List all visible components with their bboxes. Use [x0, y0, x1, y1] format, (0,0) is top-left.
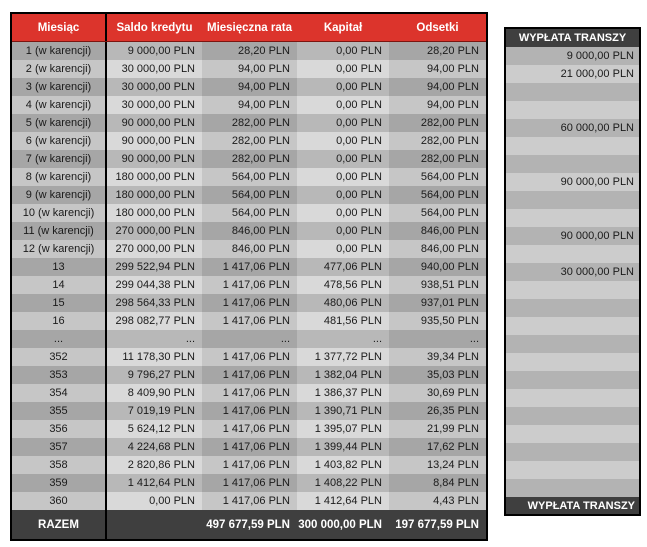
table-row [12, 438, 486, 456]
kapital-cell: 478,56 PLN [297, 276, 389, 294]
odsetki-cell: 282,00 PLN [389, 150, 486, 168]
total-saldo-cell [107, 510, 202, 539]
kapital-cell: 1 408,22 PLN [297, 474, 389, 492]
kapital-cell: 1 395,07 PLN [297, 420, 389, 438]
rata-cell: 28,20 PLN [202, 42, 297, 60]
odsetki-cell: 39,34 PLN [389, 348, 486, 366]
column-header-saldo: Saldo kredytu [116, 21, 193, 34]
odsetki-cell: 282,00 PLN [389, 132, 486, 150]
rata-cell: 564,00 PLN [202, 186, 297, 204]
saldo-cell: 30 000,00 PLN [107, 96, 202, 114]
month-cell: 12 (w karencji) [12, 240, 107, 258]
month-cell: 2 (w karencji) [12, 60, 107, 78]
month-cell: 6 (w karencji) [12, 132, 107, 150]
month-cell: 357 [12, 438, 107, 456]
kapital-cell: 1 386,37 PLN [297, 384, 389, 402]
saldo-cell: 270 000,00 PLN [107, 240, 202, 258]
table-row [12, 168, 486, 186]
month-cell: 5 (w karencji) [12, 114, 107, 132]
tranche-row [506, 299, 639, 317]
table-row [12, 114, 486, 132]
kapital-cell: 477,06 PLN [297, 258, 389, 276]
month-cell: 15 [12, 294, 107, 312]
tranche-row: 90 000,00 PLN [506, 173, 639, 191]
column-header-rata: Miesięczna rata [206, 21, 292, 34]
tranche-row: 30 000,00 PLN [506, 263, 639, 281]
tranche-row [506, 245, 639, 263]
odsetki-cell: 94,00 PLN [389, 78, 486, 96]
table-row [12, 294, 486, 312]
table-row [12, 186, 486, 204]
rata-cell: 846,00 PLN [202, 240, 297, 258]
saldo-cell: 30 000,00 PLN [107, 78, 202, 96]
kapital-cell: 0,00 PLN [297, 42, 389, 60]
month-cell: 360 [12, 492, 107, 510]
saldo-cell: 11 178,30 PLN [107, 348, 202, 366]
table-row [12, 312, 486, 330]
rata-cell: 564,00 PLN [202, 168, 297, 186]
odsetki-cell: 17,62 PLN [389, 438, 486, 456]
table-row [12, 330, 486, 348]
odsetki-cell: 4,43 PLN [389, 492, 486, 510]
saldo-cell: 299 044,38 PLN [107, 276, 202, 294]
saldo-cell: 90 000,00 PLN [107, 132, 202, 150]
odsetki-cell: 564,00 PLN [389, 168, 486, 186]
odsetki-cell: 94,00 PLN [389, 96, 486, 114]
saldo-cell: 8 409,90 PLN [107, 384, 202, 402]
tranche-row [506, 335, 639, 353]
rata-cell: 1 417,06 PLN [202, 258, 297, 276]
total-odsetki-cell: 197 677,59 PLN [389, 510, 486, 539]
odsetki-cell: 35,03 PLN [389, 366, 486, 384]
month-cell: 9 (w karencji) [12, 186, 107, 204]
saldo-cell: 5 624,12 PLN [107, 420, 202, 438]
saldo-cell: 2 820,86 PLN [107, 456, 202, 474]
odsetki-cell: 30,69 PLN [389, 384, 486, 402]
tranche-row [506, 281, 639, 299]
saldo-cell: 299 522,94 PLN [107, 258, 202, 276]
kapital-cell: 0,00 PLN [297, 222, 389, 240]
table-body [12, 42, 486, 510]
odsetki-cell: 846,00 PLN [389, 222, 486, 240]
column-header-odsetki: Odsetki [416, 21, 459, 34]
tranche-row [506, 191, 639, 209]
tranche-row [506, 407, 639, 425]
rata-cell: 1 417,06 PLN [202, 348, 297, 366]
month-cell: 352 [12, 348, 107, 366]
tranche-panel [504, 27, 641, 516]
tranche-row: 21 000,00 PLN [506, 65, 639, 83]
month-cell: 356 [12, 420, 107, 438]
table-row [12, 492, 486, 510]
month-cell: 359 [12, 474, 107, 492]
kapital-cell: 0,00 PLN [297, 78, 389, 96]
kapital-cell: 0,00 PLN [297, 204, 389, 222]
table-row [12, 276, 486, 294]
rata-cell: 282,00 PLN [202, 150, 297, 168]
month-cell: 10 (w karencji) [12, 204, 107, 222]
loan-schedule-table [10, 12, 488, 541]
odsetki-cell: 94,00 PLN [389, 60, 486, 78]
column-header-miesiac: Miesiąc [12, 14, 107, 41]
kapital-cell: 1 399,44 PLN [297, 438, 389, 456]
kapital-cell: 1 412,64 PLN [297, 492, 389, 510]
table-row [12, 96, 486, 114]
month-cell: 355 [12, 402, 107, 420]
kapital-cell: 1 390,71 PLN [297, 402, 389, 420]
odsetki-cell: 282,00 PLN [389, 114, 486, 132]
total-label-cell: RAZEM [12, 510, 107, 539]
tranche-row [506, 425, 639, 443]
table-row [12, 420, 486, 438]
month-cell: ... [12, 330, 107, 348]
month-cell: 14 [12, 276, 107, 294]
kapital-cell: 0,00 PLN [297, 186, 389, 204]
kapital-cell: 0,00 PLN [297, 168, 389, 186]
table-row [12, 150, 486, 168]
kapital-cell: 1 382,04 PLN [297, 366, 389, 384]
rata-cell: 1 417,06 PLN [202, 492, 297, 510]
saldo-cell: 180 000,00 PLN [107, 204, 202, 222]
month-cell: 4 (w karencji) [12, 96, 107, 114]
saldo-cell: 180 000,00 PLN [107, 168, 202, 186]
odsetki-cell: 938,51 PLN [389, 276, 486, 294]
saldo-cell: 9 000,00 PLN [107, 42, 202, 60]
month-cell: 353 [12, 366, 107, 384]
table-row [12, 204, 486, 222]
table-row [12, 474, 486, 492]
rata-cell: 1 417,06 PLN [202, 312, 297, 330]
tranche-row [506, 155, 639, 173]
odsetki-cell: 564,00 PLN [389, 186, 486, 204]
rata-cell: ... [202, 330, 297, 348]
kapital-cell: 481,56 PLN [297, 312, 389, 330]
table-row [12, 348, 486, 366]
odsetki-cell: 937,01 PLN [389, 294, 486, 312]
saldo-cell: ... [107, 330, 202, 348]
tranche-row [506, 209, 639, 227]
tranche-row [506, 389, 639, 407]
tranche-row [506, 443, 639, 461]
rata-cell: 1 417,06 PLN [202, 294, 297, 312]
tranche-row: 9 000,00 PLN [506, 47, 639, 65]
odsetki-cell: 26,35 PLN [389, 402, 486, 420]
table-row [12, 60, 486, 78]
odsetki-cell: 13,24 PLN [389, 456, 486, 474]
total-rata-cell: 497 677,59 PLN [202, 510, 297, 539]
rata-cell: 1 417,06 PLN [202, 276, 297, 294]
saldo-cell: 30 000,00 PLN [107, 60, 202, 78]
kapital-cell: 0,00 PLN [297, 96, 389, 114]
tranche-panel-footer: WYPŁATA TRANSZY [506, 497, 639, 514]
odsetki-cell: 28,20 PLN [389, 42, 486, 60]
month-cell: 358 [12, 456, 107, 474]
tranche-row [506, 353, 639, 371]
rata-cell: 94,00 PLN [202, 60, 297, 78]
table-row [12, 240, 486, 258]
kapital-cell: 1 403,82 PLN [297, 456, 389, 474]
saldo-cell: 270 000,00 PLN [107, 222, 202, 240]
odsetki-cell: 564,00 PLN [389, 204, 486, 222]
saldo-cell: 1 412,64 PLN [107, 474, 202, 492]
saldo-cell: 0,00 PLN [107, 492, 202, 510]
rata-cell: 1 417,06 PLN [202, 438, 297, 456]
tranche-row: 90 000,00 PLN [506, 227, 639, 245]
odsetki-cell: 8,84 PLN [389, 474, 486, 492]
rata-cell: 1 417,06 PLN [202, 366, 297, 384]
rata-cell: 282,00 PLN [202, 132, 297, 150]
saldo-cell: 90 000,00 PLN [107, 150, 202, 168]
tranche-row [506, 137, 639, 155]
tranche-panel-header: WYPŁATA TRANSZY [506, 29, 639, 47]
table-row [12, 78, 486, 96]
tranche-row [506, 479, 639, 497]
month-cell: 16 [12, 312, 107, 330]
table-row [12, 366, 486, 384]
table-total-row [12, 510, 486, 539]
month-cell: 354 [12, 384, 107, 402]
odsetki-cell: 21,99 PLN [389, 420, 486, 438]
rata-cell: 846,00 PLN [202, 222, 297, 240]
tranche-row [506, 83, 639, 101]
odsetki-cell: 846,00 PLN [389, 240, 486, 258]
tranche-row: 60 000,00 PLN [506, 119, 639, 137]
rata-cell: 564,00 PLN [202, 204, 297, 222]
rata-cell: 282,00 PLN [202, 114, 297, 132]
tranche-row [506, 461, 639, 479]
kapital-cell: 0,00 PLN [297, 114, 389, 132]
tranche-row [506, 371, 639, 389]
month-cell: 1 (w karencji) [12, 42, 107, 60]
tranche-row [506, 101, 639, 119]
saldo-cell: 90 000,00 PLN [107, 114, 202, 132]
tranche-panel-body [506, 47, 639, 497]
month-cell: 8 (w karencji) [12, 168, 107, 186]
saldo-cell: 7 019,19 PLN [107, 402, 202, 420]
total-kapital-cell: 300 000,00 PLN [297, 510, 389, 539]
table-row [12, 402, 486, 420]
month-cell: 3 (w karencji) [12, 78, 107, 96]
tranche-row [506, 317, 639, 335]
saldo-cell: 298 564,33 PLN [107, 294, 202, 312]
month-cell: 7 (w karencji) [12, 150, 107, 168]
table-row [12, 132, 486, 150]
saldo-cell: 180 000,00 PLN [107, 186, 202, 204]
month-cell: 13 [12, 258, 107, 276]
table-row [12, 456, 486, 474]
kapital-cell: 0,00 PLN [297, 150, 389, 168]
month-cell: 11 (w karencji) [12, 222, 107, 240]
odsetki-cell: 940,00 PLN [389, 258, 486, 276]
table-row [12, 258, 486, 276]
odsetki-cell: ... [389, 330, 486, 348]
saldo-cell: 4 224,68 PLN [107, 438, 202, 456]
rata-cell: 1 417,06 PLN [202, 384, 297, 402]
rata-cell: 1 417,06 PLN [202, 456, 297, 474]
table-header-row [12, 14, 486, 42]
table-row [12, 42, 486, 60]
rata-cell: 1 417,06 PLN [202, 474, 297, 492]
rata-cell: 94,00 PLN [202, 78, 297, 96]
rata-cell: 1 417,06 PLN [202, 402, 297, 420]
column-header-kapital: Kapitał [323, 21, 363, 34]
kapital-cell: ... [297, 330, 389, 348]
odsetki-cell: 935,50 PLN [389, 312, 486, 330]
table-row [12, 384, 486, 402]
kapital-cell: 480,06 PLN [297, 294, 389, 312]
kapital-cell: 0,00 PLN [297, 60, 389, 78]
kapital-cell: 0,00 PLN [297, 132, 389, 150]
saldo-cell: 298 082,77 PLN [107, 312, 202, 330]
saldo-cell: 9 796,27 PLN [107, 366, 202, 384]
table-row [12, 222, 486, 240]
kapital-cell: 1 377,72 PLN [297, 348, 389, 366]
rata-cell: 1 417,06 PLN [202, 420, 297, 438]
kapital-cell: 0,00 PLN [297, 240, 389, 258]
rata-cell: 94,00 PLN [202, 96, 297, 114]
